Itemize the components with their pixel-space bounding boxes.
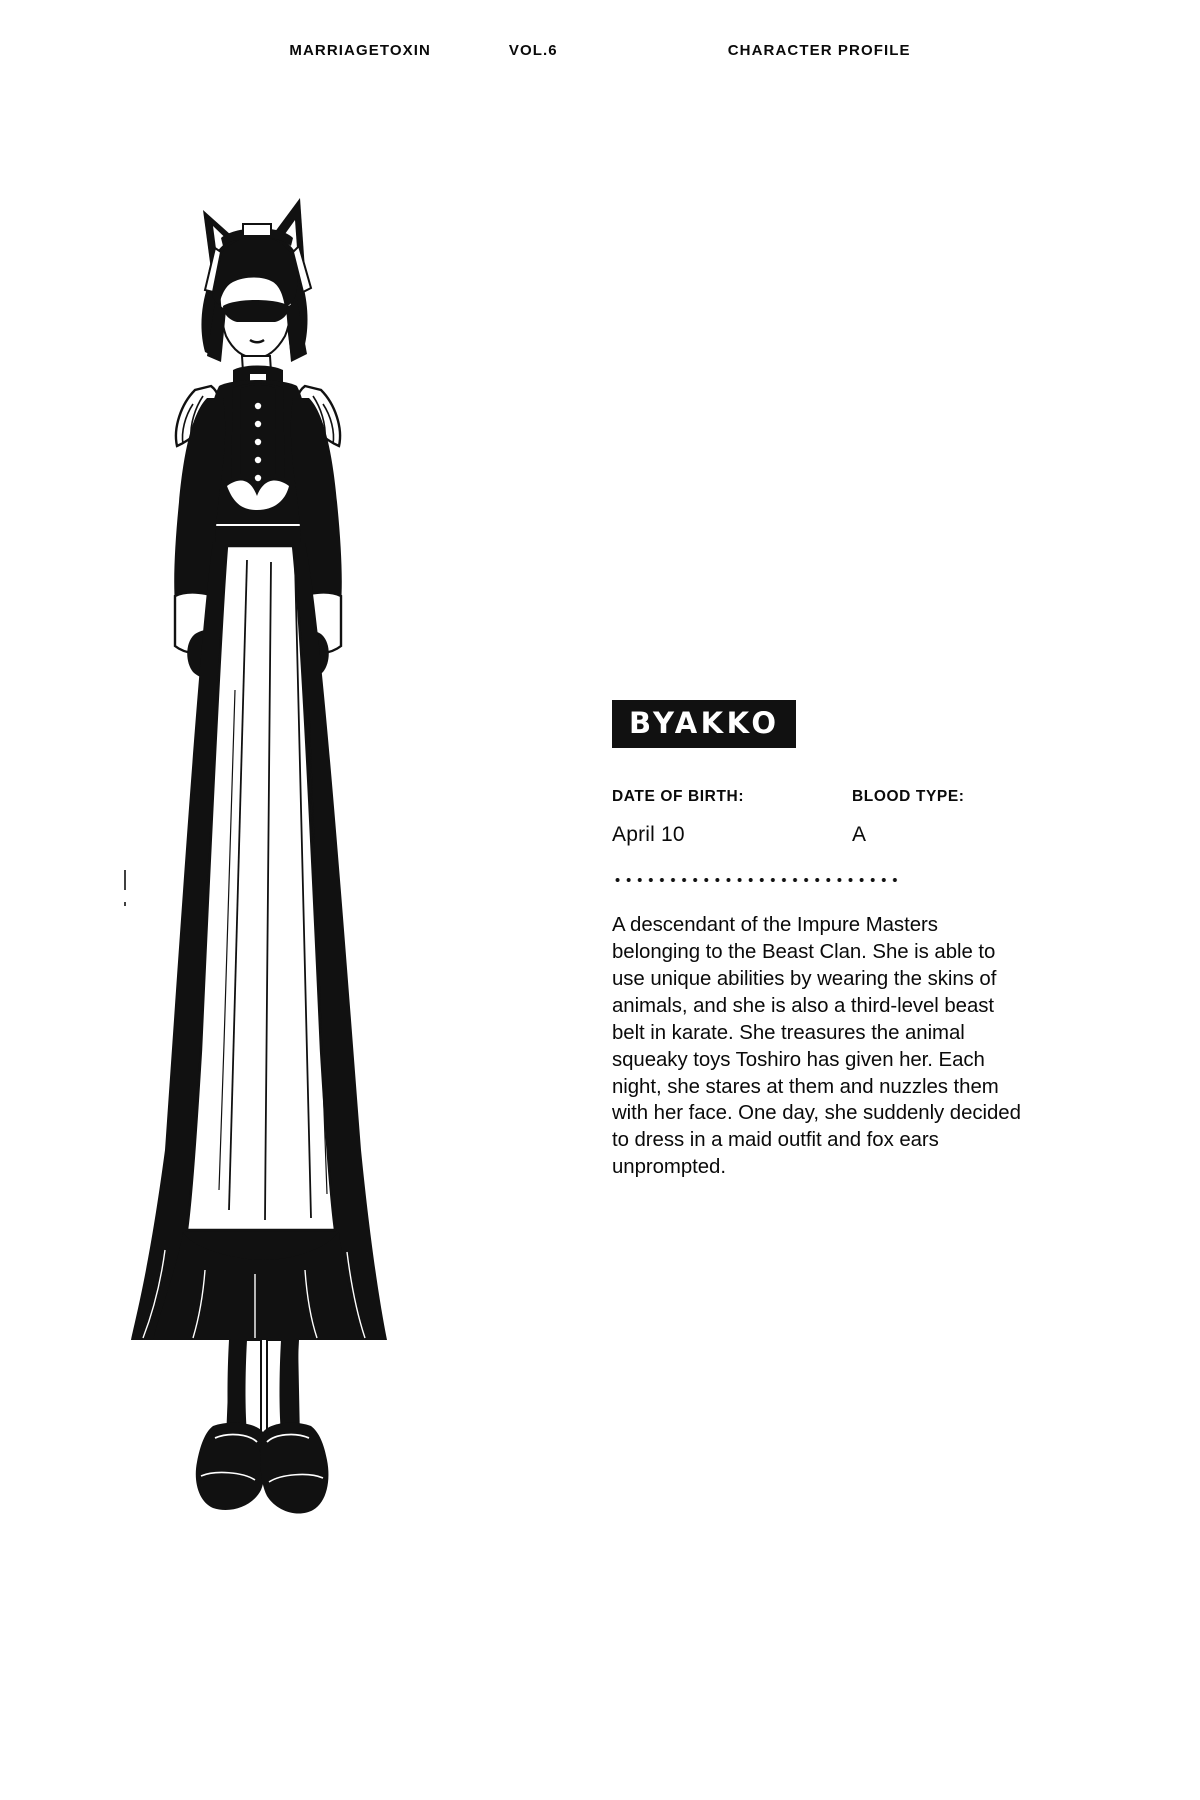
section-label: CHARACTER PROFILE — [727, 41, 911, 59]
series-title: MARRIAGETOXIN — [289, 41, 431, 59]
field-date-of-birth — [612, 788, 852, 847]
character-name-plate — [612, 700, 796, 748]
profile-fields — [612, 788, 1092, 847]
illustration-artwork — [125, 198, 387, 1514]
date-of-birth-value: April 10 — [612, 823, 685, 846]
field-blood-type — [852, 788, 1092, 847]
blood-type-value: A — [852, 823, 867, 846]
volume-label: VOL.6 — [508, 41, 558, 59]
character-illustration — [95, 190, 595, 1550]
character-bio: A descendant of the Impure Masters belonging to the Beast Clan. She is able to use unique abilities by wearing the skins of animals, and she is also a third-level beast belt in karate. She treasures the animal squeaky toys Toshiro has given her. Each night, she stares at them and nuzzles them with her face. One day, she suddenly decided to dress in a maid outfit and fox ears unprompted. — [612, 914, 1021, 1179]
character-info-panel — [612, 700, 1092, 1202]
page-header — [0, 38, 1200, 62]
dotted-divider — [612, 877, 900, 883]
date-of-birth-label: DATE OF BIRTH: — [612, 788, 745, 805]
character-name: BYAKKO — [629, 706, 780, 740]
blood-type-label: BLOOD TYPE: — [852, 788, 965, 805]
